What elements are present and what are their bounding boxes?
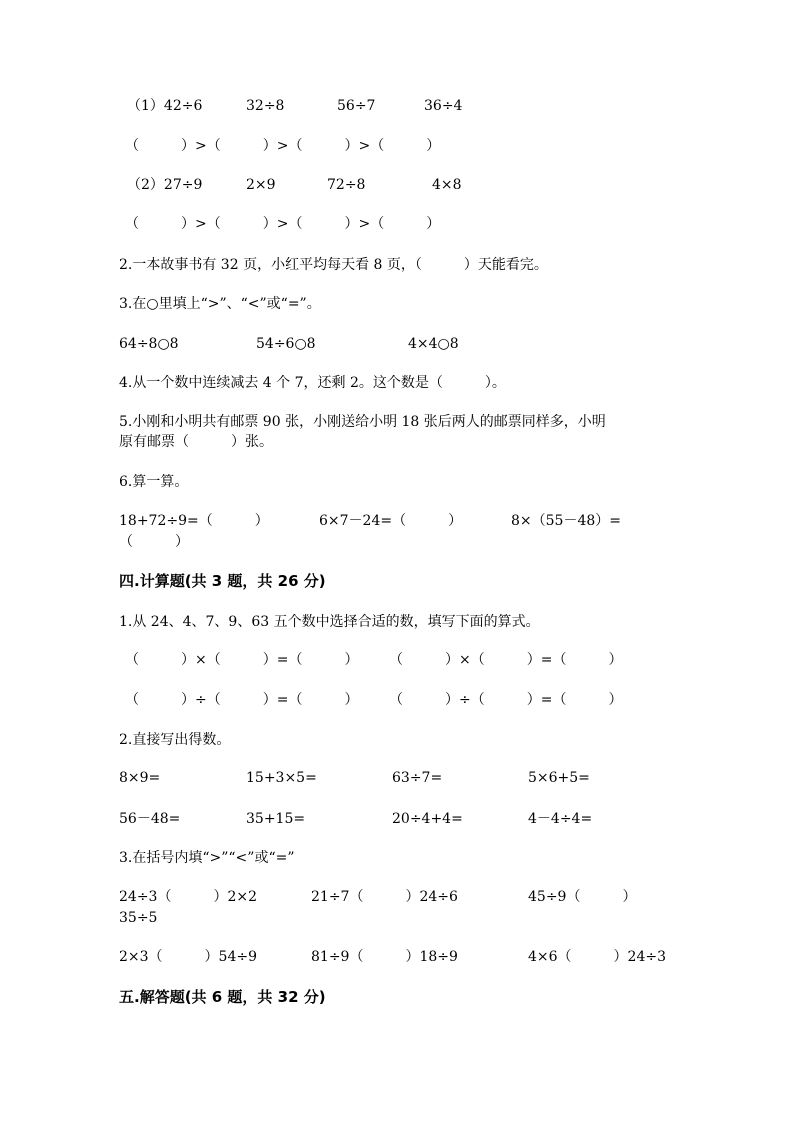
s4-q3-row2-item-3: 4×6（ ）24÷3: [528, 949, 666, 965]
q1-row1-item-2: 32÷8: [246, 98, 285, 114]
s4-question-3: 3.在括号内填“>”“<”或“=”: [119, 850, 295, 866]
section-5-heading: 五.解答题(共 6 题，共 32 分): [119, 988, 326, 1006]
q1-row1-answer-line: （ ）>（ ）>（ ）>（ ）: [125, 138, 441, 154]
q1-row2-item-4: 4×8: [432, 177, 462, 193]
q6-item-2: 6×7－24=（ ）: [319, 513, 463, 529]
s4-q2-row1-item-4: 5×6+5=: [528, 770, 590, 786]
s4-q2-row1-item-1: 8×9=: [119, 770, 161, 786]
q3-item-1: 64÷8○8: [119, 336, 179, 352]
s4-q3-row2-item-2: 81÷9（ ）18÷9: [311, 949, 458, 965]
q1-row2-item-2: 2×9: [246, 177, 276, 193]
s4-q3-row1-wrap: 35÷5: [119, 910, 158, 926]
s4-q2-row2-item-2: 35+15=: [246, 811, 306, 827]
s4-q1-row1-right: （ ）×（ ）=（ ）: [389, 652, 623, 668]
q3-item-3: 4×4○8: [408, 336, 459, 352]
question-3: 3.在○里填上“>”、“<”或“=”。: [119, 296, 321, 312]
s4-q3-row1-item-1: 24÷3（ ）2×2: [119, 889, 257, 905]
q1-row1-item-4: 36÷4: [424, 98, 463, 114]
q1-row2-item-1: （2）27÷9: [127, 177, 203, 193]
s4-q3-row2-item-1: 2×3（ ）54÷9: [119, 949, 257, 965]
s4-q2-row2-item-4: 4－4÷4=: [528, 811, 593, 827]
q3-item-2: 54÷6○8: [256, 336, 316, 352]
question-4: 4.从一个数中连续减去 4 个 7，还剩 2。这个数是（ ）。: [119, 375, 506, 391]
s4-q1-row1-left: （ ）×（ ）=（ ）: [125, 652, 359, 668]
question-6: 6.算一算。: [119, 474, 189, 490]
question-5-line-1: 5.小刚和小明共有邮票 90 张，小刚送给小明 18 张后两人的邮票同样多，小明: [119, 414, 606, 430]
s4-q2-row2-item-3: 20÷4+4=: [392, 811, 463, 827]
s4-question-2: 2.直接写出得数。: [119, 732, 231, 748]
q1-row1-item-1: （1）42÷6: [127, 98, 203, 114]
s4-q1-row2-right: （ ）÷（ ）=（ ）: [389, 692, 623, 708]
question-2: 2.一本故事书有 32 页，小红平均每天看 8 页，（ ）天能看完。: [119, 257, 548, 273]
q1-row2-answer-line: （ ）>（ ）>（ ）>（ ）: [125, 216, 441, 232]
q1-row2-item-3: 72÷8: [327, 177, 366, 193]
q6-item-1: 18+72÷9=（ ）: [119, 513, 269, 529]
s4-q2-row2-item-1: 56－48=: [119, 811, 181, 827]
s4-q2-row1-item-2: 15+3×5=: [246, 770, 317, 786]
s4-q3-row1-item-2: 21÷7（ ）24÷6: [311, 889, 458, 905]
section-4-heading: 四.计算题(共 3 题，共 26 分): [119, 572, 326, 590]
s4-question-1: 1.从 24、4、7、9、63 五个数中选择合适的数，填写下面的算式。: [119, 614, 540, 630]
question-5-line-2: 原有邮票（ ）张。: [119, 434, 273, 450]
q6-item-3: 8×（55－48）=: [511, 513, 621, 529]
s4-q1-row2-left: （ ）÷（ ）=（ ）: [125, 692, 359, 708]
q1-row1-item-3: 56÷7: [337, 98, 376, 114]
q6-item-3-wrap: （ ）: [119, 534, 189, 550]
s4-q3-row1-item-3: 45÷9（ ）: [528, 889, 637, 905]
s4-q2-row1-item-3: 63÷7=: [392, 770, 443, 786]
